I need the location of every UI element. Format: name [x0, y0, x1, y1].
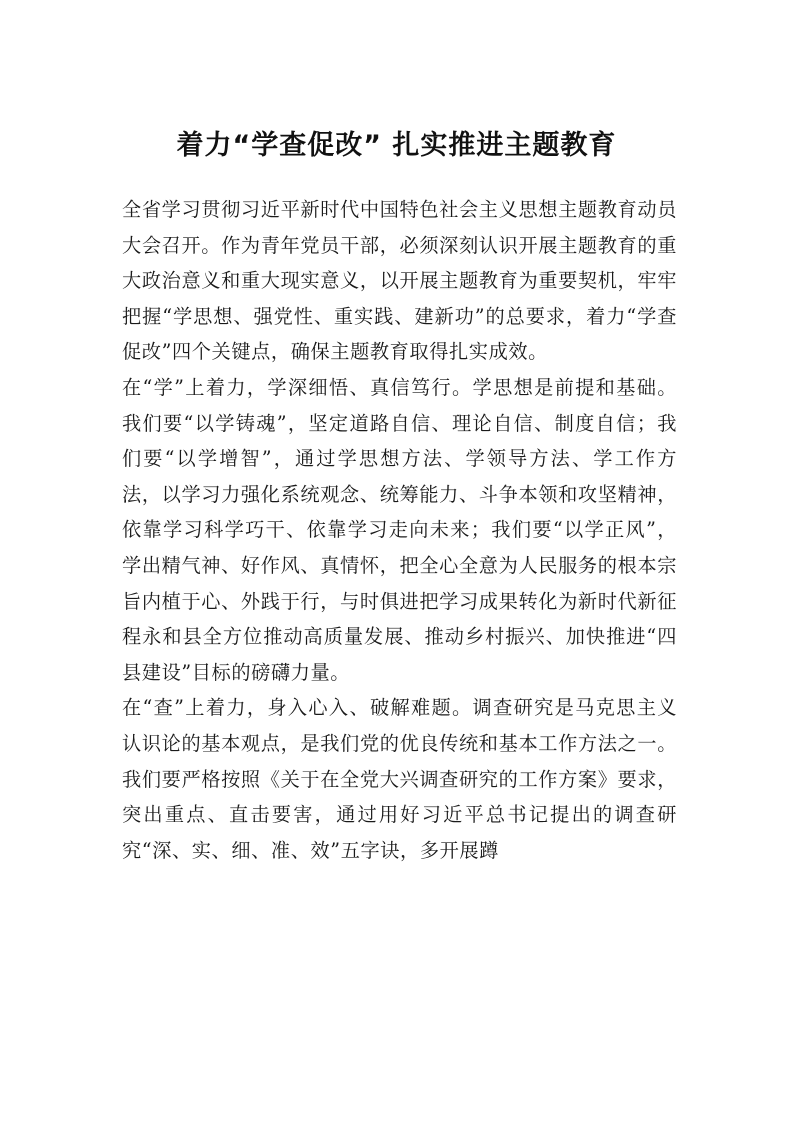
paragraph-intro: 全省学习贯彻习近平新时代中国特色社会主义思想主题教育动员大会召开。作为青年党员干部，必须深刻认识开展主题教育的重大政治意义和重大现实意义，以开展主题教育为重要契机，牢牢把握“学思想、强党性、重实践、建新功”的总要求，着力“学查促改”四个关键点，确保主题教育取得扎实成效。 — [122, 198, 677, 364]
paragraph-study: 在“学”上着力，学深细悟、真信笃行。学思想是前提和基础。我们要“以学铸魂”，坚定道路自信、理论自信、制度自信；我们要“以学增智”，通过学思想方法、学领导方法、学工作方法，以学习力强化系统观念、统筹能力、斗争本领和攻坚精神，依靠学习科学巧干、依靠学习走向未来；我们要“以学正风”，学出精气神、好作风、真情怀，把全心全意为人民服务的根本宗旨内植于心、外践于行，与时俱进把学习成果转化为新时代新征程永和县全方位推动高质量发展、推动乡村振兴、加快推进“四县建设”目标的磅礴力量。 — [122, 375, 677, 684]
document-body — [122, 192, 677, 868]
paragraph-investigate: 在“查”上着力，身入心入、破解难题。调查研究是马克思主义认识论的基本观点，是我们党的优良传统和基本工作方法之一。我们要严格按照《关于在全党大兴调查研究的工作方案》要求，突出重点、直击要害，通过用好习近平总书记提出的调查研究“深、实、细、准、效”五字诀，多开展蹲 — [122, 696, 677, 862]
document-title: 着力“学查促改” 扎实推进主题教育 — [176, 130, 617, 161]
